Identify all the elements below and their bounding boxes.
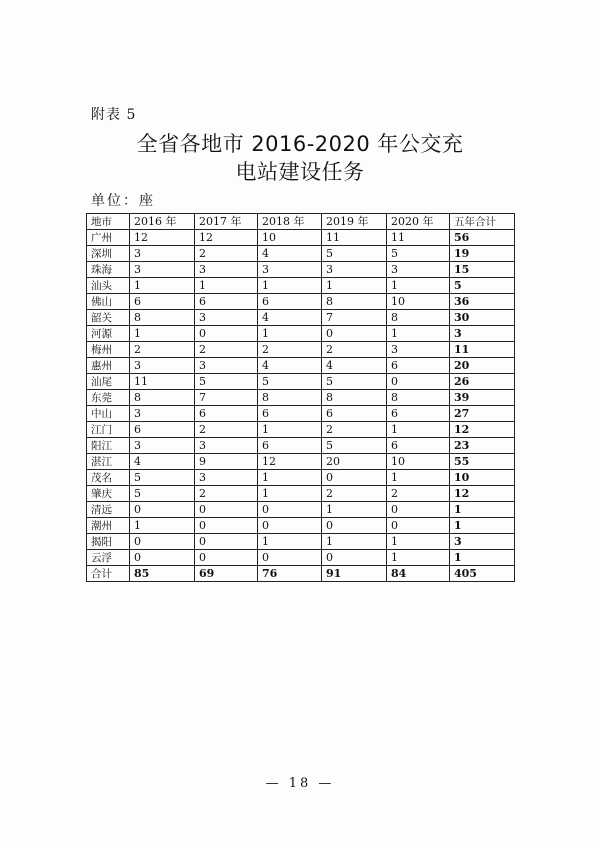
total-cell-2017: 69 bbox=[195, 566, 258, 582]
table-body bbox=[87, 230, 515, 582]
page-number: — 18 — bbox=[265, 776, 335, 791]
cell-total: 23 bbox=[450, 438, 515, 454]
cell-2018: 0 bbox=[258, 502, 322, 518]
cell-2017: 2 bbox=[195, 422, 258, 438]
cell-2020: 0 bbox=[387, 502, 450, 518]
table-row bbox=[87, 406, 515, 422]
cell-2017: 0 bbox=[195, 326, 258, 342]
cell-total: 20 bbox=[450, 358, 515, 374]
cell-2017: 0 bbox=[195, 550, 258, 566]
cell-2017: 7 bbox=[195, 390, 258, 406]
cell-2019: 5 bbox=[322, 438, 387, 454]
header-city: 地市 bbox=[87, 214, 130, 230]
cell-2016: 8 bbox=[130, 310, 195, 326]
cell-2016: 12 bbox=[130, 230, 195, 246]
cell-2018: 6 bbox=[258, 294, 322, 310]
cell-2018: 1 bbox=[258, 278, 322, 294]
header-2016: 2016 年 bbox=[130, 214, 195, 230]
cell-2019: 0 bbox=[322, 550, 387, 566]
table-row bbox=[87, 342, 515, 358]
cell-2019: 8 bbox=[322, 294, 387, 310]
cell-city: 珠海 bbox=[87, 262, 130, 278]
cell-2018: 2 bbox=[258, 342, 322, 358]
cell-2017: 0 bbox=[195, 518, 258, 534]
cell-2017: 1 bbox=[195, 278, 258, 294]
cell-2018: 4 bbox=[258, 246, 322, 262]
header-2019: 2019 年 bbox=[322, 214, 387, 230]
cell-2018: 4 bbox=[258, 310, 322, 326]
cell-2018: 8 bbox=[258, 390, 322, 406]
cell-2018: 6 bbox=[258, 438, 322, 454]
table-row bbox=[87, 422, 515, 438]
cell-city: 河源 bbox=[87, 326, 130, 342]
cell-2016: 6 bbox=[130, 294, 195, 310]
table-row bbox=[87, 502, 515, 518]
cell-city: 茂名 bbox=[87, 470, 130, 486]
cell-city: 揭阳 bbox=[87, 534, 130, 550]
cell-city: 汕尾 bbox=[87, 374, 130, 390]
table-row bbox=[87, 550, 515, 566]
cell-2019: 8 bbox=[322, 390, 387, 406]
total-row bbox=[87, 566, 515, 582]
cell-2020: 10 bbox=[387, 454, 450, 470]
total-cell-city: 合计 bbox=[87, 566, 130, 582]
cell-city: 云浮 bbox=[87, 550, 130, 566]
cell-2019: 7 bbox=[322, 310, 387, 326]
cell-2019: 0 bbox=[322, 326, 387, 342]
cell-2017: 2 bbox=[195, 342, 258, 358]
cell-total: 11 bbox=[450, 342, 515, 358]
title-line-2: 电站建设任务 bbox=[235, 160, 365, 184]
title-line-1: 全省各地市 2016-2020 年公交充 bbox=[136, 132, 464, 156]
cell-total: 12 bbox=[450, 422, 515, 438]
unit-label: 单位：座 bbox=[91, 193, 155, 209]
cell-2016: 1 bbox=[130, 518, 195, 534]
cell-total: 1 bbox=[450, 550, 515, 566]
cell-2018: 1 bbox=[258, 422, 322, 438]
cell-2016: 4 bbox=[130, 454, 195, 470]
cell-2016: 0 bbox=[130, 534, 195, 550]
cell-total: 36 bbox=[450, 294, 515, 310]
cell-2016: 3 bbox=[130, 262, 195, 278]
cell-2020: 3 bbox=[387, 262, 450, 278]
total-cell-2019: 91 bbox=[322, 566, 387, 582]
cell-2020: 6 bbox=[387, 406, 450, 422]
cell-total: 39 bbox=[450, 390, 515, 406]
cell-total: 1 bbox=[450, 518, 515, 534]
cell-total: 15 bbox=[450, 262, 515, 278]
table-row bbox=[87, 230, 515, 246]
cell-2016: 5 bbox=[130, 470, 195, 486]
cell-2016: 11 bbox=[130, 374, 195, 390]
cell-2017: 3 bbox=[195, 470, 258, 486]
table-row bbox=[87, 518, 515, 534]
cell-total: 12 bbox=[450, 486, 515, 502]
cell-2018: 1 bbox=[258, 486, 322, 502]
cell-2017: 0 bbox=[195, 502, 258, 518]
table-row bbox=[87, 470, 515, 486]
cell-2020: 11 bbox=[387, 230, 450, 246]
cell-2020: 8 bbox=[387, 390, 450, 406]
cell-2020: 1 bbox=[387, 422, 450, 438]
cell-2016: 3 bbox=[130, 358, 195, 374]
total-cell-2018: 76 bbox=[258, 566, 322, 582]
cell-2016: 3 bbox=[130, 438, 195, 454]
cell-city: 梅州 bbox=[87, 342, 130, 358]
appendix-label: 附表 5 bbox=[91, 107, 137, 123]
cell-2020: 6 bbox=[387, 438, 450, 454]
cell-city: 惠州 bbox=[87, 358, 130, 374]
table-row bbox=[87, 534, 515, 550]
table-row bbox=[87, 438, 515, 454]
cell-city: 阳江 bbox=[87, 438, 130, 454]
cell-2020: 8 bbox=[387, 310, 450, 326]
cell-total: 3 bbox=[450, 534, 515, 550]
cell-2018: 5 bbox=[258, 374, 322, 390]
cell-2018: 0 bbox=[258, 550, 322, 566]
cell-city: 江门 bbox=[87, 422, 130, 438]
cell-2019: 4 bbox=[322, 358, 387, 374]
cell-city: 潮州 bbox=[87, 518, 130, 534]
cell-2019: 5 bbox=[322, 246, 387, 262]
cell-2017: 9 bbox=[195, 454, 258, 470]
cell-2017: 2 bbox=[195, 246, 258, 262]
cell-2019: 0 bbox=[322, 518, 387, 534]
cell-city: 东莞 bbox=[87, 390, 130, 406]
cell-2020: 10 bbox=[387, 294, 450, 310]
cell-2018: 6 bbox=[258, 406, 322, 422]
cell-total: 30 bbox=[450, 310, 515, 326]
cell-2020: 1 bbox=[387, 470, 450, 486]
cell-2019: 5 bbox=[322, 374, 387, 390]
cell-2018: 4 bbox=[258, 358, 322, 374]
cell-2019: 0 bbox=[322, 470, 387, 486]
cell-2016: 6 bbox=[130, 422, 195, 438]
cell-total: 26 bbox=[450, 374, 515, 390]
cell-2020: 5 bbox=[387, 246, 450, 262]
table-header-row bbox=[87, 214, 515, 230]
cell-total: 56 bbox=[450, 230, 515, 246]
header-2018: 2018 年 bbox=[258, 214, 322, 230]
cell-2017: 3 bbox=[195, 262, 258, 278]
cell-2020: 6 bbox=[387, 358, 450, 374]
cell-2018: 1 bbox=[258, 534, 322, 550]
cell-2016: 8 bbox=[130, 390, 195, 406]
cell-2019: 2 bbox=[322, 342, 387, 358]
cell-2018: 0 bbox=[258, 518, 322, 534]
total-cell-2016: 85 bbox=[130, 566, 195, 582]
cell-city: 肇庆 bbox=[87, 486, 130, 502]
cell-2017: 3 bbox=[195, 358, 258, 374]
cell-2016: 0 bbox=[130, 502, 195, 518]
header-2017: 2017 年 bbox=[195, 214, 258, 230]
cell-2018: 10 bbox=[258, 230, 322, 246]
cell-2020: 3 bbox=[387, 342, 450, 358]
cell-2019: 2 bbox=[322, 422, 387, 438]
header-five-year-total: 五年合计 bbox=[450, 214, 515, 230]
cell-2018: 1 bbox=[258, 326, 322, 342]
cell-city: 汕头 bbox=[87, 278, 130, 294]
cell-city: 清远 bbox=[87, 502, 130, 518]
cell-total: 10 bbox=[450, 470, 515, 486]
cell-2020: 1 bbox=[387, 326, 450, 342]
cell-city: 韶关 bbox=[87, 310, 130, 326]
cell-2019: 3 bbox=[322, 262, 387, 278]
cell-2019: 1 bbox=[322, 502, 387, 518]
cell-2016: 1 bbox=[130, 326, 195, 342]
cell-city: 中山 bbox=[87, 406, 130, 422]
cell-total: 3 bbox=[450, 326, 515, 342]
cell-2017: 12 bbox=[195, 230, 258, 246]
cell-2017: 0 bbox=[195, 534, 258, 550]
cell-2018: 1 bbox=[258, 470, 322, 486]
cell-2018: 12 bbox=[258, 454, 322, 470]
cell-city: 广州 bbox=[87, 230, 130, 246]
cell-2016: 3 bbox=[130, 246, 195, 262]
table-row bbox=[87, 374, 515, 390]
header-2020: 2020 年 bbox=[387, 214, 450, 230]
cell-2020: 1 bbox=[387, 534, 450, 550]
cell-2016: 1 bbox=[130, 278, 195, 294]
cell-2019: 1 bbox=[322, 278, 387, 294]
cell-2019: 11 bbox=[322, 230, 387, 246]
charging-station-table bbox=[86, 213, 515, 582]
table-row bbox=[87, 246, 515, 262]
table-row bbox=[87, 486, 515, 502]
cell-total: 19 bbox=[450, 246, 515, 262]
cell-2020: 1 bbox=[387, 278, 450, 294]
cell-2019: 1 bbox=[322, 534, 387, 550]
cell-2020: 2 bbox=[387, 486, 450, 502]
total-cell-total: 405 bbox=[450, 566, 515, 582]
cell-2016: 3 bbox=[130, 406, 195, 422]
table-row bbox=[87, 262, 515, 278]
cell-2016: 5 bbox=[130, 486, 195, 502]
cell-2020: 1 bbox=[387, 550, 450, 566]
cell-2020: 0 bbox=[387, 518, 450, 534]
cell-2018: 3 bbox=[258, 262, 322, 278]
cell-2020: 0 bbox=[387, 374, 450, 390]
table-row bbox=[87, 326, 515, 342]
table-row bbox=[87, 390, 515, 406]
cell-2019: 20 bbox=[322, 454, 387, 470]
cell-2017: 6 bbox=[195, 406, 258, 422]
cell-2017: 6 bbox=[195, 294, 258, 310]
cell-total: 55 bbox=[450, 454, 515, 470]
cell-2017: 5 bbox=[195, 374, 258, 390]
table-row bbox=[87, 310, 515, 326]
table-row bbox=[87, 294, 515, 310]
cell-2019: 6 bbox=[322, 406, 387, 422]
cell-2017: 3 bbox=[195, 310, 258, 326]
table-row bbox=[87, 454, 515, 470]
cell-2017: 2 bbox=[195, 486, 258, 502]
cell-city: 深圳 bbox=[87, 246, 130, 262]
cell-total: 27 bbox=[450, 406, 515, 422]
table-row bbox=[87, 278, 515, 294]
cell-city: 佛山 bbox=[87, 294, 130, 310]
cell-2017: 3 bbox=[195, 438, 258, 454]
cell-2019: 2 bbox=[322, 486, 387, 502]
cell-total: 5 bbox=[450, 278, 515, 294]
cell-total: 1 bbox=[450, 502, 515, 518]
cell-city: 湛江 bbox=[87, 454, 130, 470]
cell-2016: 0 bbox=[130, 550, 195, 566]
table-row bbox=[87, 358, 515, 374]
cell-2016: 2 bbox=[130, 342, 195, 358]
total-cell-2020: 84 bbox=[387, 566, 450, 582]
